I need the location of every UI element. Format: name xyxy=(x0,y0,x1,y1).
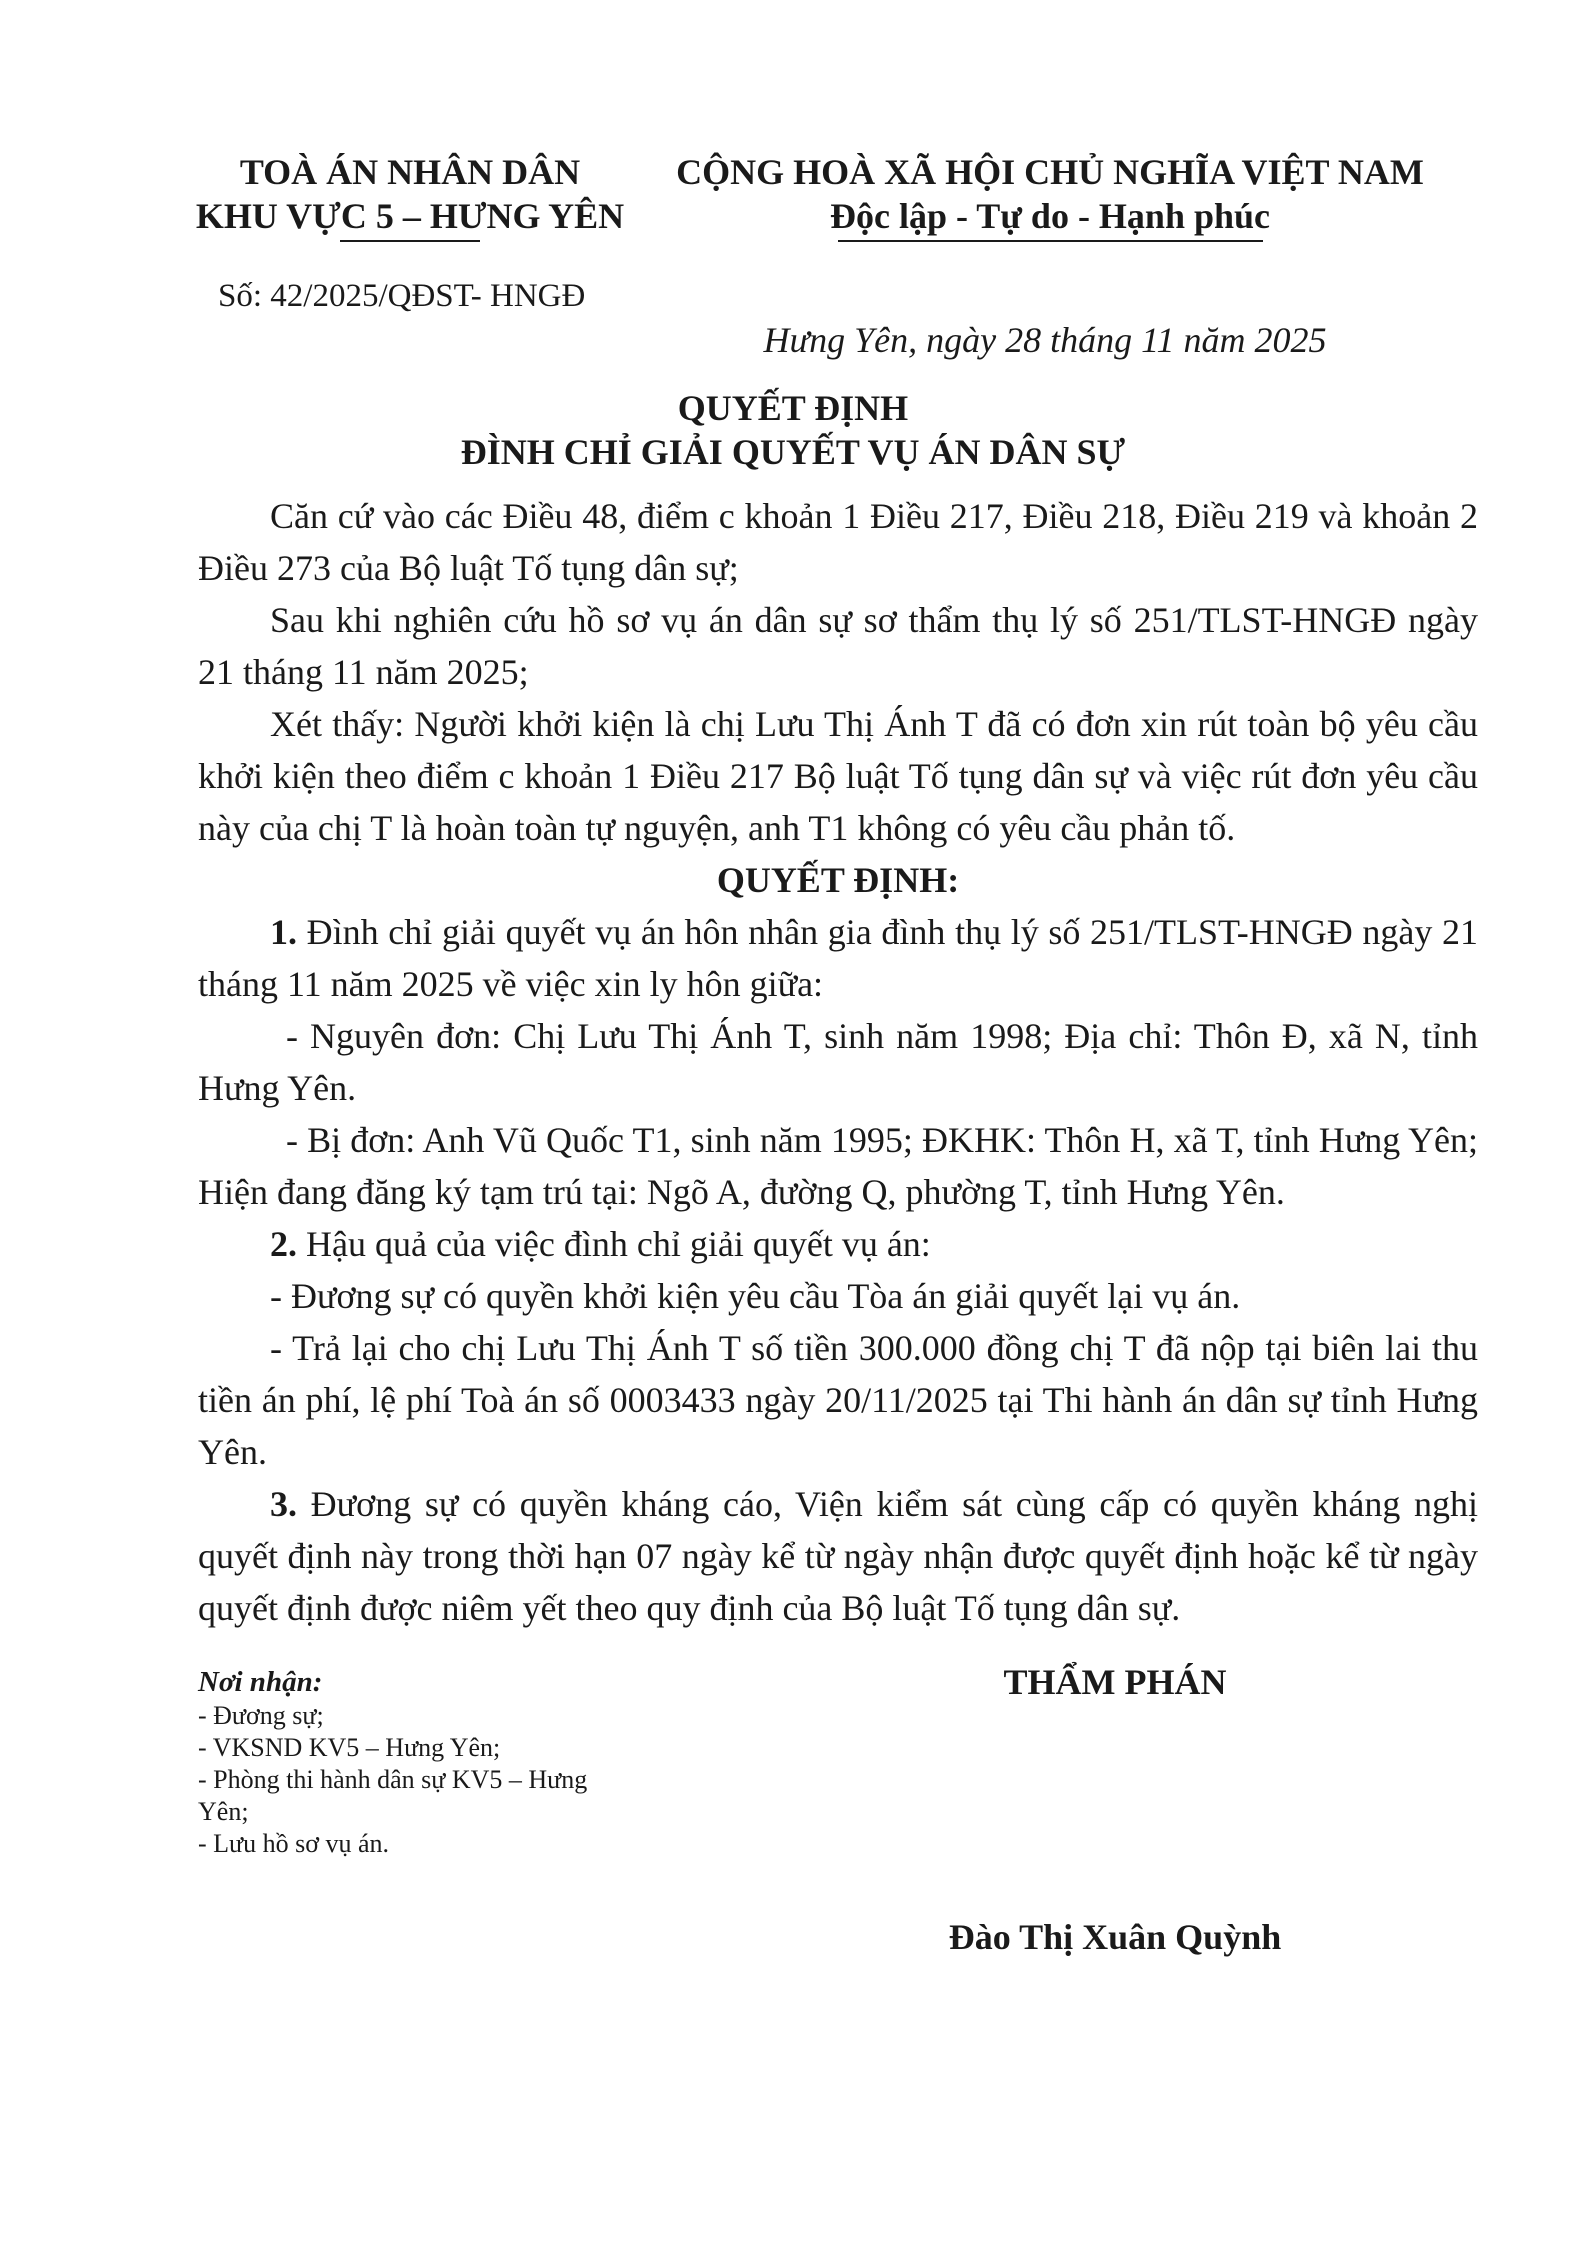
decision-heading: QUYẾT ĐỊNH: xyxy=(716,860,960,900)
item-1-number: 1. xyxy=(270,912,297,952)
decision-item-3 xyxy=(198,1478,1478,1634)
national-title: CỘNG HOÀ XÃ HỘI CHỦ NGHĨA VIỆT NAM xyxy=(676,152,1424,192)
item-2-right-to-sue: - Đương sự có quyền khởi kiện yêu cầu Tòa án giải quyết lại vụ án. xyxy=(270,1276,1241,1316)
decision-item-2 xyxy=(198,1218,1478,1270)
defendant-info: - Bị đơn: Anh Vũ Quốc T1, sinh năm 1995; ĐKHK: Thôn H, xã T, tỉnh Hưng Yên; Hiện đang đăng ký tạm trú tại: Ngõ A, đường Q, phường T, tỉnh Hưng Yên. xyxy=(198,1120,1478,1212)
preamble-considering: Xét thấy: Người khởi kiện là chị Lưu Thị Ánh T đã có đơn xin rút toàn bộ yêu cầu khởi kiện theo điểm c khoản 1 Điều 217 Bộ luật Tố tụng dân sự và việc rút đơn yêu cầu này của chị T là hoàn toàn tự nguyện, anh T1 không có yêu cầu phản tố. xyxy=(198,704,1478,848)
court-name-block xyxy=(180,150,640,238)
title-subject: ĐÌNH CHỈ GIẢI QUYẾT VỤ ÁN DÂN SỰ xyxy=(460,432,1126,472)
court-region: KHU VỰC 5 – HƯNG YÊN xyxy=(195,196,625,236)
national-header-block xyxy=(670,150,1430,238)
national-motto: Độc lập - Tự do - Hạnh phúc xyxy=(829,196,1271,236)
recipient-item: - Đương sự; xyxy=(198,1701,324,1730)
recipients-title: Nơi nhận: xyxy=(198,1666,323,1698)
signer-role: THẨM PHÁN xyxy=(1003,1662,1227,1702)
title-decision: QUYẾT ĐỊNH xyxy=(677,388,909,428)
signer-name: Đào Thị Xuân Quỳnh xyxy=(948,1917,1282,1957)
recipient-item: - Phòng thi hành dân sự KV5 – Hưng Yên; xyxy=(198,1765,588,1826)
item-1-text: Đình chỉ giải quyết vụ án hôn nhân gia đình thụ lý số 251/TLST-HNGĐ ngày 21 tháng 11 năm 2025 về việc xin ly hôn giữa: xyxy=(198,912,1478,1004)
item-3-text: Đương sự có quyền kháng cáo, Viện kiểm sát cùng cấp có quyền kháng nghị quyết định này trong thời hạn 07 ngày kể từ ngày nhận được quyết định hoặc kể từ ngày quyết định được niêm yết theo quy định của Bộ luật Tố tụng dân sự. xyxy=(198,1484,1478,1628)
preamble-basis: Căn cứ vào các Điều 48, điểm c khoản 1 Điều 217, Điều 218, Điều 219 và khoản 2 Điều 273 của Bộ luật Tố tụng dân sự; xyxy=(198,496,1478,588)
recipient-item: - Lưu hồ sơ vụ án. xyxy=(198,1829,390,1858)
document-number: Số: 42/2025/QĐST- HNGĐ xyxy=(218,278,586,314)
item-3-number: 3. xyxy=(270,1484,297,1524)
document-title xyxy=(198,386,1388,474)
document-body xyxy=(198,490,1478,1634)
item-2-fee-refund: - Trả lại cho chị Lưu Thị Ánh T số tiền 300.000 đồng chị T đã nộp tại biên lai thu tiền án phí, lệ phí Toà án số 0003433 ngày 20/11/2025 tại Thi hành án dân sự tỉnh Hưng Yên. xyxy=(198,1328,1478,1472)
motto-underline xyxy=(838,240,1263,242)
item-2-number: 2. xyxy=(270,1224,297,1264)
item-2-text: Hậu quả của việc đình chỉ giải quyết vụ án: xyxy=(297,1224,931,1264)
plaintiff-info: - Nguyên đơn: Chị Lưu Thị Ánh T, sinh năm 1998; Địa chỉ: Thôn Đ, xã N, tỉnh Hưng Yên. xyxy=(198,1016,1478,1108)
decision-item-1 xyxy=(198,906,1478,1010)
recipient-item: - VKSND KV5 – Hưng Yên; xyxy=(198,1733,501,1762)
recipients-block xyxy=(198,1664,598,1860)
place-date: Hưng Yên, ngày 28 tháng 11 năm 2025 xyxy=(763,320,1327,360)
preamble-study: Sau khi nghiên cứu hồ sơ vụ án dân sự sơ thẩm thụ lý số 251/TLST-HNGĐ ngày 21 tháng 11 năm 2025; xyxy=(198,600,1478,692)
court-underline xyxy=(340,240,480,242)
court-name: TOÀ ÁN NHÂN DÂN xyxy=(239,152,581,192)
